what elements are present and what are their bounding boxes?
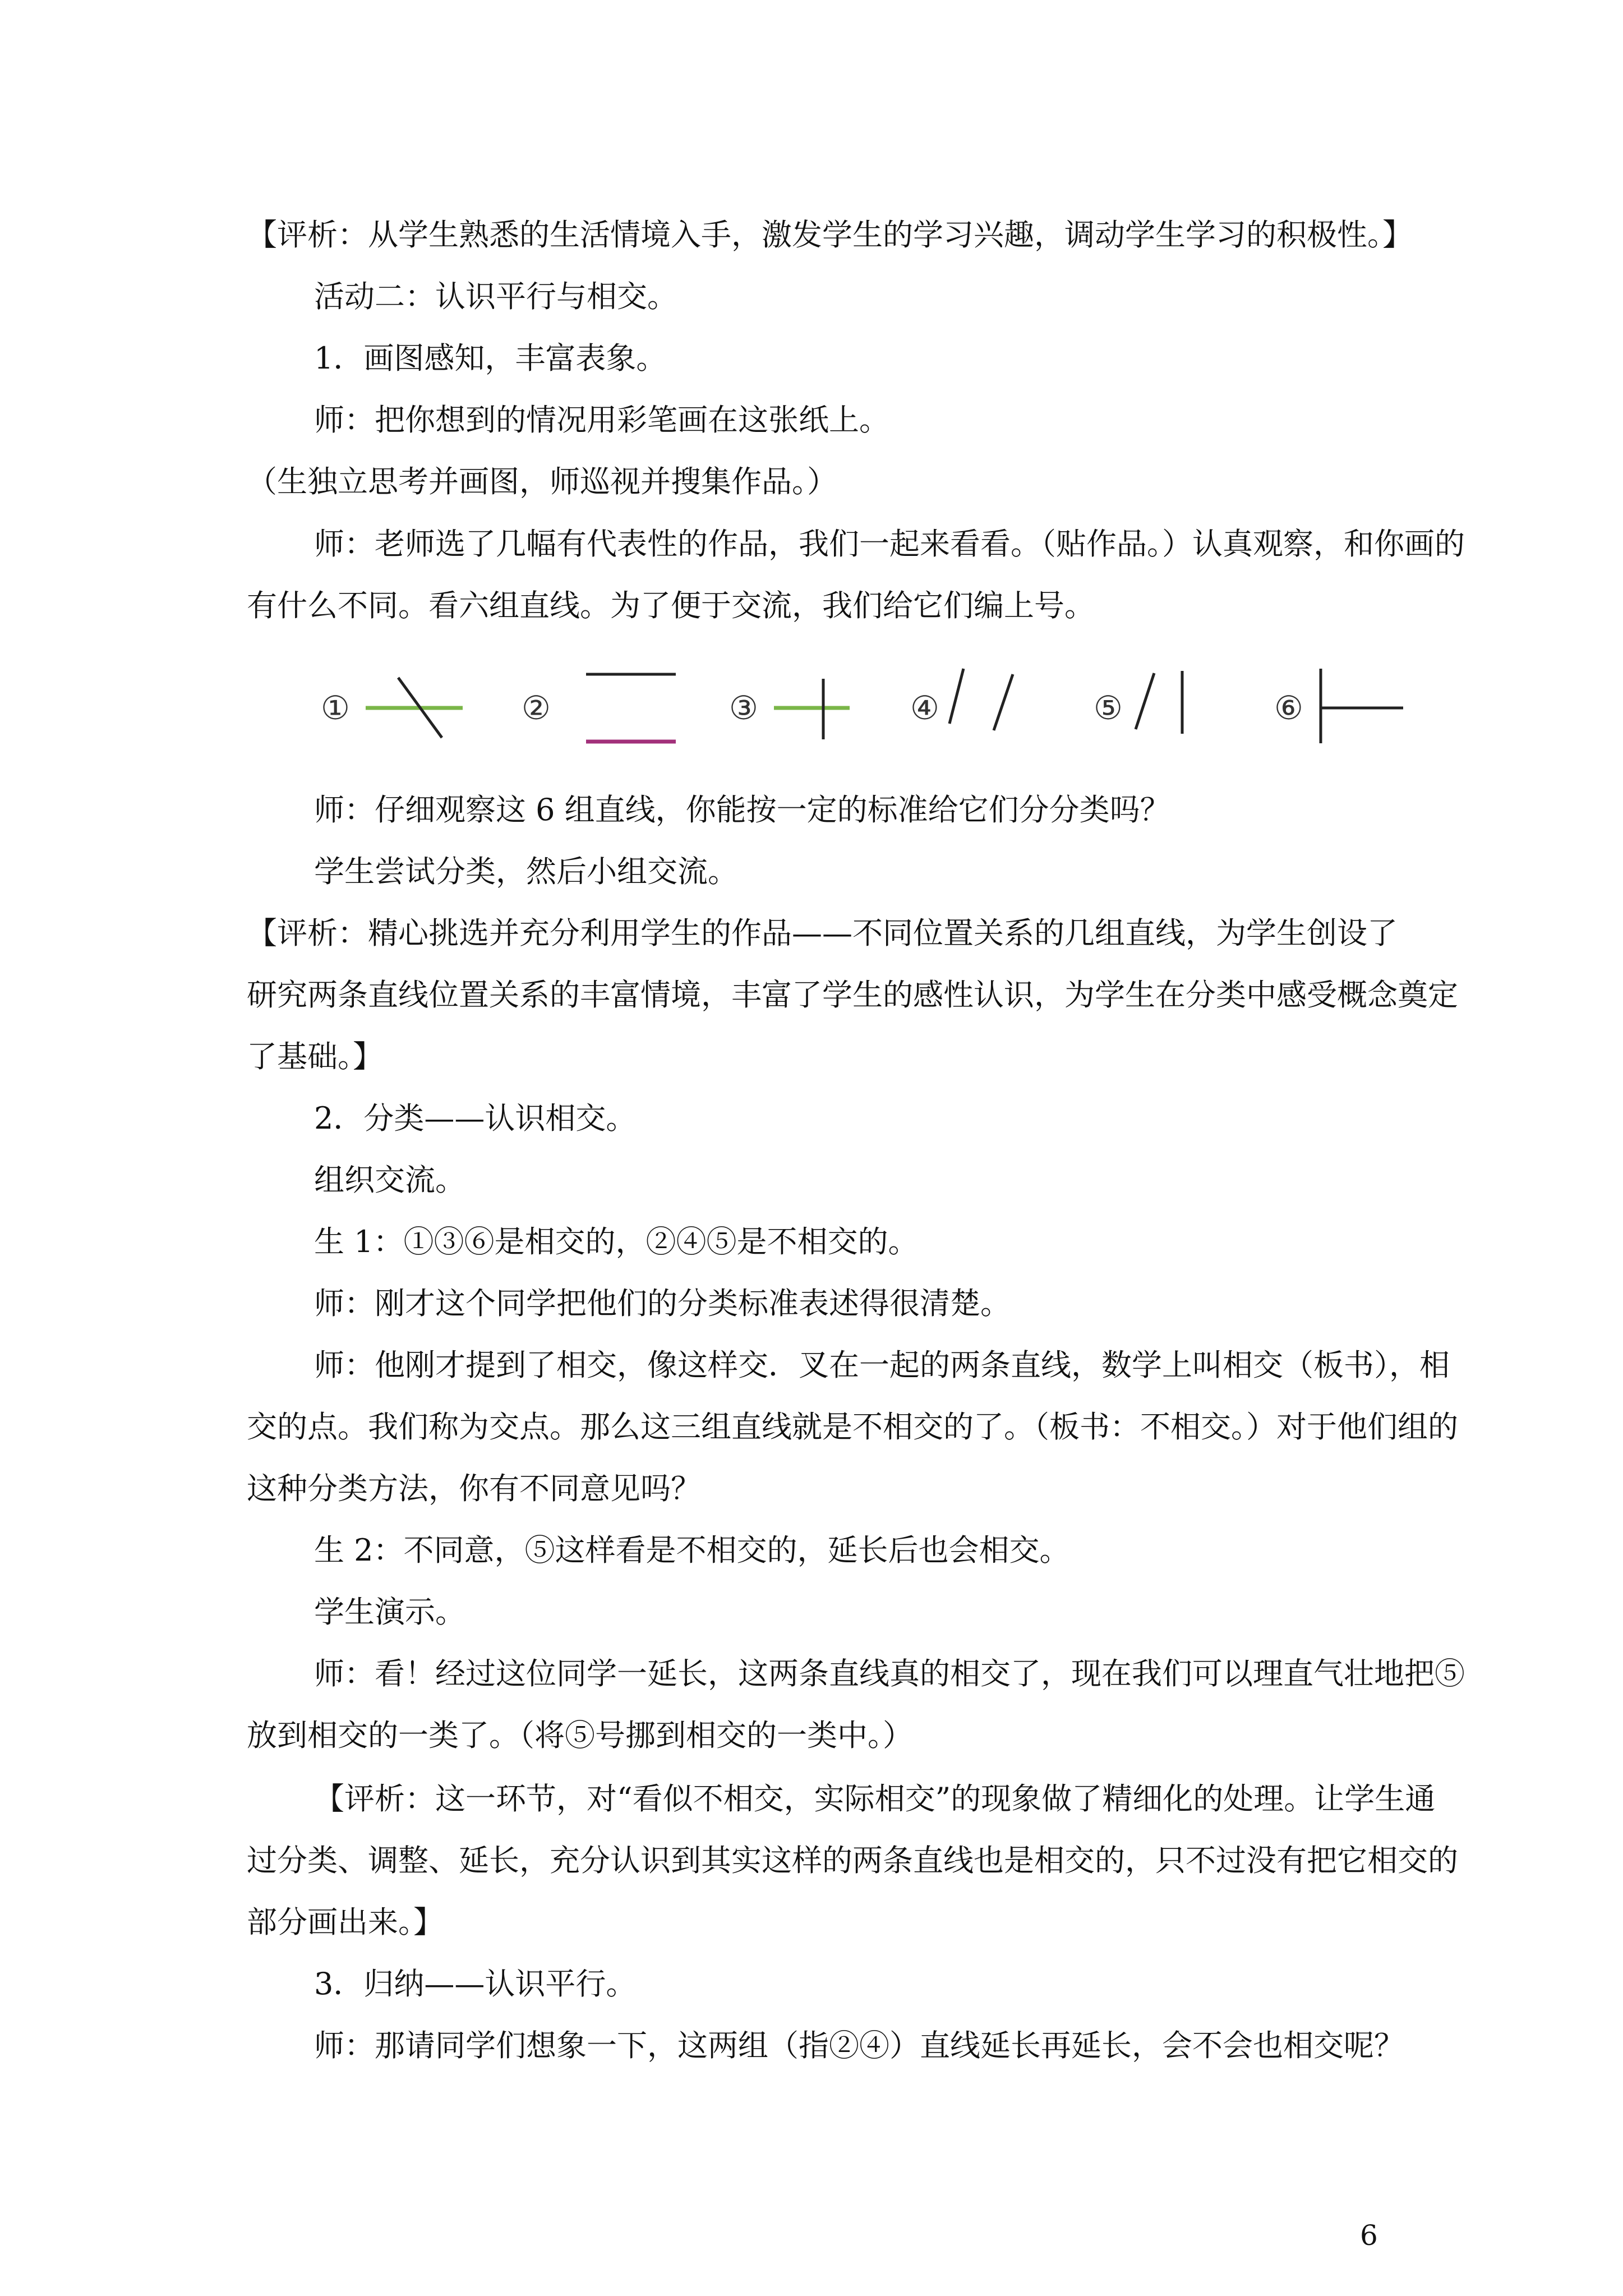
student-line: 生 2：不同意，⑤这样看是不相交的，延长后也会相交。 xyxy=(314,1533,1070,1568)
group-label-6: ⑥ xyxy=(1274,689,1303,727)
dark-line xyxy=(994,674,1013,730)
teacher-line-continued: 放到相交的一类了。（将⑤号挪到相交的一类中。） xyxy=(247,1718,913,1753)
teacher-line-continued: 这种分类方法，你有不同意见吗？ xyxy=(247,1471,701,1506)
teacher-line: 师：那请同学们想象一下，这两组（指②④）直线延长再延长，会不会也相交呢？ xyxy=(314,2028,1404,2063)
student-activity: 学生尝试分类，然后小组交流。 xyxy=(314,854,738,889)
organize-line: 组织交流。 xyxy=(314,1162,465,1198)
teacher-line: 师：老师选了几幅有代表性的作品，我们一起来看看。（贴作品。）认真观察，和你画的 xyxy=(314,526,1465,562)
step-heading: 1．画图感知，丰富表象。 xyxy=(314,341,667,376)
teacher-line: 师：把你想到的情况用彩笔画在这张纸上。 xyxy=(314,402,889,438)
teacher-line: 师：看！经过这位同学一延长，这两条直线真的相交了，现在我们可以理直气壮地把⑤ xyxy=(314,1656,1465,1691)
dark-line xyxy=(1136,673,1154,729)
review-paragraph-continued: 过分类、调整、延长，充分认识到其实这样的两条直线也是相交的，只不过没有把它相交的 xyxy=(247,1843,1458,1878)
line-group-2 xyxy=(522,674,676,742)
student-line: 生 1：①③⑥是相交的，②④⑤是不相交的。 xyxy=(314,1224,919,1259)
group-label-4: ④ xyxy=(910,689,939,727)
group-label-3: ③ xyxy=(729,689,758,727)
page-number: 6 xyxy=(1360,2219,1378,2252)
stage-direction: （生独立思考并画图，师巡视并搜集作品。） xyxy=(247,464,837,499)
dark-line xyxy=(949,669,963,724)
line-group-1 xyxy=(321,678,463,738)
teacher-line: 师：他刚才提到了相交，像这样交．叉在一起的两条直线，数学上叫相交（板书），相 xyxy=(314,1347,1450,1383)
group-label-2: ② xyxy=(522,689,551,727)
review-paragraph: 【评析：从学生熟悉的生活情境入手，激发学生的学习兴趣，调动学生学习的积极性。】 xyxy=(247,217,1413,252)
review-paragraph-continued: 研究两条直线位置关系的丰富情境，丰富了学生的感性认识，为学生在分类中感受概念奠定 xyxy=(247,977,1458,1013)
teacher-line-continued: 交的点。我们称为交点。那么这三组直线就是不相交的了。（板书：不相交。）对于他们组的 xyxy=(247,1409,1458,1444)
review-paragraph: 【评析：这一环节，对“看似不相交，实际相交”的现象做了精细化的处理。让学生通 xyxy=(314,1781,1436,1816)
line-group-6 xyxy=(1274,669,1403,743)
group-label-5: ⑤ xyxy=(1094,689,1123,727)
step-heading: 3．归纳——认识平行。 xyxy=(314,1966,637,2001)
line-group-3 xyxy=(729,679,850,739)
line-group-5 xyxy=(1094,671,1182,734)
teacher-line-continued: 有什么不同。看六组直线。为了便于交流，我们给它们编上号。 xyxy=(247,588,1095,623)
review-paragraph-continued: 部分画出来。】 xyxy=(247,1904,444,1940)
activity-heading: 活动二：认识平行与相交。 xyxy=(314,279,677,314)
teacher-line: 师：仔细观察这 6 组直线，你能按一定的标准给它们分分类吗？ xyxy=(314,792,1170,827)
teacher-line: 师：刚才这个同学把他们的分类标准表述得很清楚。 xyxy=(314,1286,1011,1321)
group-label-1: ① xyxy=(321,689,350,727)
student-activity: 学生演示。 xyxy=(314,1594,465,1630)
review-paragraph-continued: 了基础。】 xyxy=(247,1039,383,1074)
six-line-groups-figure xyxy=(303,639,1436,763)
step-heading: 2．分类——认识相交。 xyxy=(314,1101,637,1136)
line-group-4 xyxy=(910,669,1013,730)
review-paragraph: 【评析：精心挑选并充分利用学生的作品——不同位置关系的几组直线，为学生创设了 xyxy=(247,915,1398,951)
